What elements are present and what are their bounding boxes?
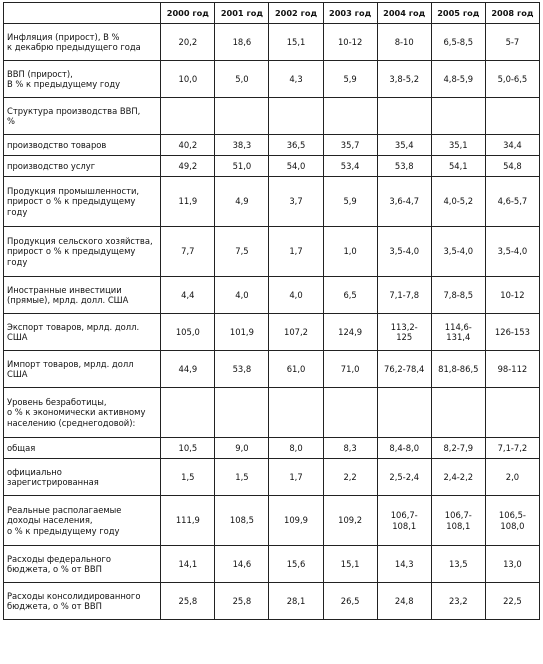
value-cell	[215, 388, 269, 438]
value-cell: 35,4	[377, 135, 431, 156]
table-row	[4, 177, 540, 227]
economic-forecast-table	[3, 2, 540, 620]
value-cell	[377, 388, 431, 438]
row-label: Продукция сельского хозяйства, прирост о % к предыдущему году	[4, 227, 161, 277]
value-cell: 106,7- 108,1	[431, 496, 485, 546]
row-label: Экспорт товаров, мрлд. долл. США	[4, 314, 161, 351]
header-cell-2003: 2003 год	[323, 3, 377, 24]
table-row	[4, 388, 540, 438]
table-row	[4, 24, 540, 61]
value-cell: 2,2	[323, 459, 377, 496]
value-cell: 11,9	[161, 177, 215, 227]
value-cell: 7,7	[161, 227, 215, 277]
value-cell: 4,8-5,9	[431, 61, 485, 98]
value-cell: 105,0	[161, 314, 215, 351]
row-label: Иностранные инвестиции (прямые), мрлд. долл. США	[4, 277, 161, 314]
value-cell: 10,0	[161, 61, 215, 98]
row-label: Инфляция (прирост), В % к декабрю предыдущего года	[4, 24, 161, 61]
value-cell: 114,6- 131,4	[431, 314, 485, 351]
value-cell: 124,9	[323, 314, 377, 351]
value-cell	[269, 388, 323, 438]
value-cell: 5,0-6,5	[485, 61, 539, 98]
value-cell: 34,4	[485, 135, 539, 156]
table-row	[4, 314, 540, 351]
value-cell: 81,8-86,5	[431, 351, 485, 388]
value-cell: 8,0	[269, 438, 323, 459]
header-cell-2002: 2002 год	[269, 3, 323, 24]
value-cell: 3,5-4,0	[431, 227, 485, 277]
value-cell: 4,0	[269, 277, 323, 314]
table-row	[4, 438, 540, 459]
value-cell: 2,5-2,4	[377, 459, 431, 496]
value-cell: 51,0	[215, 156, 269, 177]
value-cell: 109,2	[323, 496, 377, 546]
value-cell: 23,2	[431, 583, 485, 620]
row-label: общая	[4, 438, 161, 459]
table-row	[4, 496, 540, 546]
value-cell: 5,9	[323, 61, 377, 98]
value-cell: 1,5	[161, 459, 215, 496]
value-cell: 3,6-4,7	[377, 177, 431, 227]
value-cell: 54,8	[485, 156, 539, 177]
value-cell: 1,7	[269, 459, 323, 496]
value-cell: 126-153	[485, 314, 539, 351]
table-row	[4, 61, 540, 98]
value-cell: 36,5	[269, 135, 323, 156]
value-cell: 108,5	[215, 496, 269, 546]
header-cell-2000: 2000 год	[161, 3, 215, 24]
table-row	[4, 351, 540, 388]
table-row	[4, 135, 540, 156]
value-cell: 25,8	[215, 583, 269, 620]
value-cell: 106,7- 108,1	[377, 496, 431, 546]
value-cell: 107,2	[269, 314, 323, 351]
value-cell: 6,5	[323, 277, 377, 314]
value-cell: 5,9	[323, 177, 377, 227]
value-cell: 10-12	[485, 277, 539, 314]
value-cell: 98-112	[485, 351, 539, 388]
value-cell: 54,0	[269, 156, 323, 177]
value-cell: 3,5-4,0	[377, 227, 431, 277]
table-row	[4, 98, 540, 135]
value-cell	[377, 98, 431, 135]
value-cell: 14,6	[215, 546, 269, 583]
value-cell: 106,5- 108,0	[485, 496, 539, 546]
forecast-table-wrapper	[3, 2, 540, 620]
value-cell: 2,4-2,2	[431, 459, 485, 496]
value-cell: 28,1	[269, 583, 323, 620]
value-cell: 4,0	[215, 277, 269, 314]
value-cell	[323, 98, 377, 135]
header-row	[4, 3, 540, 24]
value-cell: 71,0	[323, 351, 377, 388]
value-cell: 38,3	[215, 135, 269, 156]
value-cell: 61,0	[269, 351, 323, 388]
value-cell	[161, 388, 215, 438]
row-label: Расходы федерального бюджета, о % от ВВП	[4, 546, 161, 583]
row-label: Реальные располагаемые доходы населения, о % к предыдущему году	[4, 496, 161, 546]
value-cell: 35,1	[431, 135, 485, 156]
value-cell: 15,6	[269, 546, 323, 583]
row-label: официально зарегистрированная	[4, 459, 161, 496]
value-cell: 1,0	[323, 227, 377, 277]
value-cell	[431, 388, 485, 438]
value-cell: 53,4	[323, 156, 377, 177]
value-cell	[323, 388, 377, 438]
value-cell: 9,0	[215, 438, 269, 459]
value-cell: 3,5-4,0	[485, 227, 539, 277]
value-cell: 49,2	[161, 156, 215, 177]
value-cell: 7,8-8,5	[431, 277, 485, 314]
value-cell: 3,7	[269, 177, 323, 227]
value-cell: 44,9	[161, 351, 215, 388]
table-row	[4, 546, 540, 583]
row-label: Структура производства ВВП, %	[4, 98, 161, 135]
value-cell	[269, 98, 323, 135]
table-row	[4, 156, 540, 177]
table-row	[4, 227, 540, 277]
value-cell: 24,8	[377, 583, 431, 620]
value-cell: 10,5	[161, 438, 215, 459]
value-cell: 53,8	[215, 351, 269, 388]
table-row	[4, 459, 540, 496]
row-label: Продукция промышленности, прирост о % к предыдущему году	[4, 177, 161, 227]
value-cell: 13,0	[485, 546, 539, 583]
value-cell: 7,5	[215, 227, 269, 277]
value-cell: 8,3	[323, 438, 377, 459]
value-cell: 5,0	[215, 61, 269, 98]
value-cell: 4,0-5,2	[431, 177, 485, 227]
row-label: производство товаров	[4, 135, 161, 156]
value-cell: 13,5	[431, 546, 485, 583]
value-cell	[431, 98, 485, 135]
header-cell-2001: 2001 год	[215, 3, 269, 24]
value-cell	[215, 98, 269, 135]
value-cell: 111,9	[161, 496, 215, 546]
value-cell: 18,6	[215, 24, 269, 61]
value-cell: 4,3	[269, 61, 323, 98]
row-label: Импорт товаров, мрлд. долл США	[4, 351, 161, 388]
value-cell: 113,2- 125	[377, 314, 431, 351]
value-cell: 4,9	[215, 177, 269, 227]
value-cell: 7,1-7,2	[485, 438, 539, 459]
value-cell: 8,2-7,9	[431, 438, 485, 459]
value-cell: 109,9	[269, 496, 323, 546]
value-cell: 2,0	[485, 459, 539, 496]
value-cell: 5-7	[485, 24, 539, 61]
header-cell-2008: 2008 год	[485, 3, 539, 24]
value-cell: 4,6-5,7	[485, 177, 539, 227]
value-cell: 14,1	[161, 546, 215, 583]
value-cell: 8,4-8,0	[377, 438, 431, 459]
value-cell: 1,7	[269, 227, 323, 277]
value-cell: 8-10	[377, 24, 431, 61]
value-cell	[161, 98, 215, 135]
value-cell: 22,5	[485, 583, 539, 620]
value-cell	[485, 388, 539, 438]
value-cell: 76,2-78,4	[377, 351, 431, 388]
value-cell: 35,7	[323, 135, 377, 156]
value-cell: 25,8	[161, 583, 215, 620]
value-cell: 15,1	[323, 546, 377, 583]
value-cell: 6,5-8,5	[431, 24, 485, 61]
value-cell: 3,8-5,2	[377, 61, 431, 98]
table-row	[4, 277, 540, 314]
row-label: ВВП (прирост), В % к предыдущему году	[4, 61, 161, 98]
header-cell-2005: 2005 год	[431, 3, 485, 24]
value-cell: 26,5	[323, 583, 377, 620]
header-cell-indicator	[4, 3, 161, 24]
value-cell: 20,2	[161, 24, 215, 61]
table-row	[4, 583, 540, 620]
value-cell: 14,3	[377, 546, 431, 583]
value-cell: 7,1-7,8	[377, 277, 431, 314]
value-cell: 101,9	[215, 314, 269, 351]
value-cell: 15,1	[269, 24, 323, 61]
value-cell	[485, 98, 539, 135]
value-cell: 54,1	[431, 156, 485, 177]
value-cell: 10-12	[323, 24, 377, 61]
row-label: Расходы консолидированного бюджета, о % от ВВП	[4, 583, 161, 620]
header-cell-2004: 2004 год	[377, 3, 431, 24]
row-label: производство услуг	[4, 156, 161, 177]
value-cell: 53,8	[377, 156, 431, 177]
value-cell: 4,4	[161, 277, 215, 314]
value-cell: 40,2	[161, 135, 215, 156]
row-label: Уровень безработицы, о % к экономически активному населению (среднегодовой):	[4, 388, 161, 438]
value-cell: 1,5	[215, 459, 269, 496]
